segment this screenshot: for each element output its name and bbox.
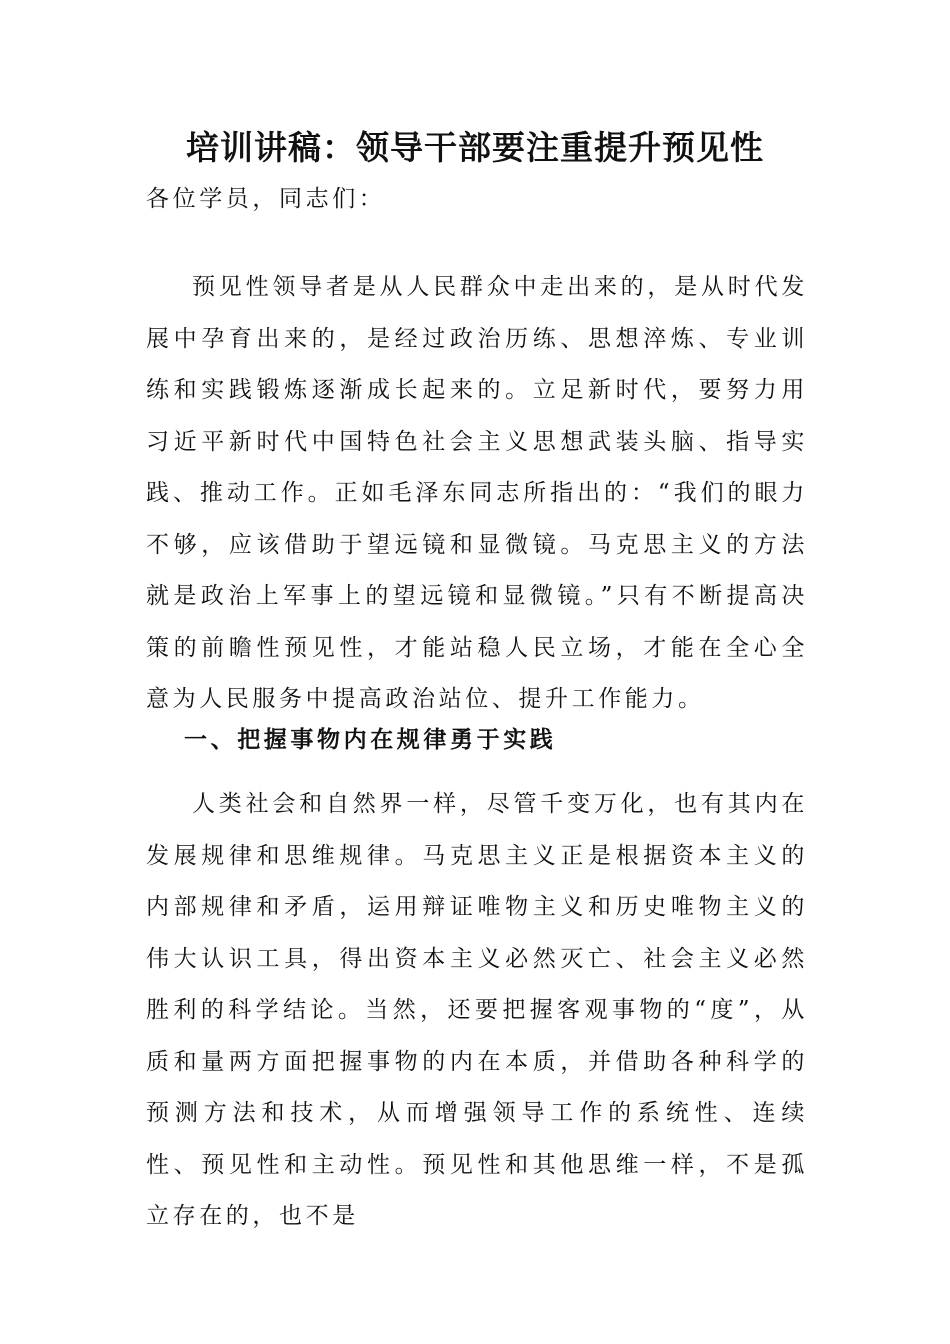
- section-heading: 一、把握事物内在规律勇于实践: [184, 726, 557, 753]
- body-paragraph: 人类社会和自然界一样，尽管千变万化，也有其内在发展规律和思维规律。马克思主义正是根据资本主义的内部规律和矛盾，运用辩证唯物主义和历史唯物主义的伟大认识工具，得出资本主义必然灭亡、社会主义必然胜利的科学结论。当然，还要把握客观事物的“度”，从质和量两方面把握事物的内在本质，并借助各种科学的预测方法和技术，从而增强领导工作的系统性、连续性、预见性和主动性。预见性和其他思维一样，不是孤立存在的，也不是: [146, 791, 808, 1229]
- greeting: 各位学员，同志们：: [146, 186, 386, 212]
- document-title: 培训讲稿：领导干部要注重提升预见性: [186, 128, 764, 167]
- body-paragraph: 预见性领导者是从人民群众中走出来的，是从时代发展中孕育出来的，是经过政治历练、思想淬炼、专业训练和实践锻炼逐渐成长起来的。立足新时代，要努力用习近平新时代中国特色社会主义思想武装头脑、指导实践、推动工作。正如毛泽东同志所指出的：“我们的眼力不够，应该借助于望远镜和显微镜。马克思主义的方法就是政治上军事上的望远镜和显微镜。”只有不断提高决策的前瞻性预见性，才能站稳人民立场，才能在全心全意为人民服务中提高政治站位、提升工作能力。: [146, 274, 808, 712]
